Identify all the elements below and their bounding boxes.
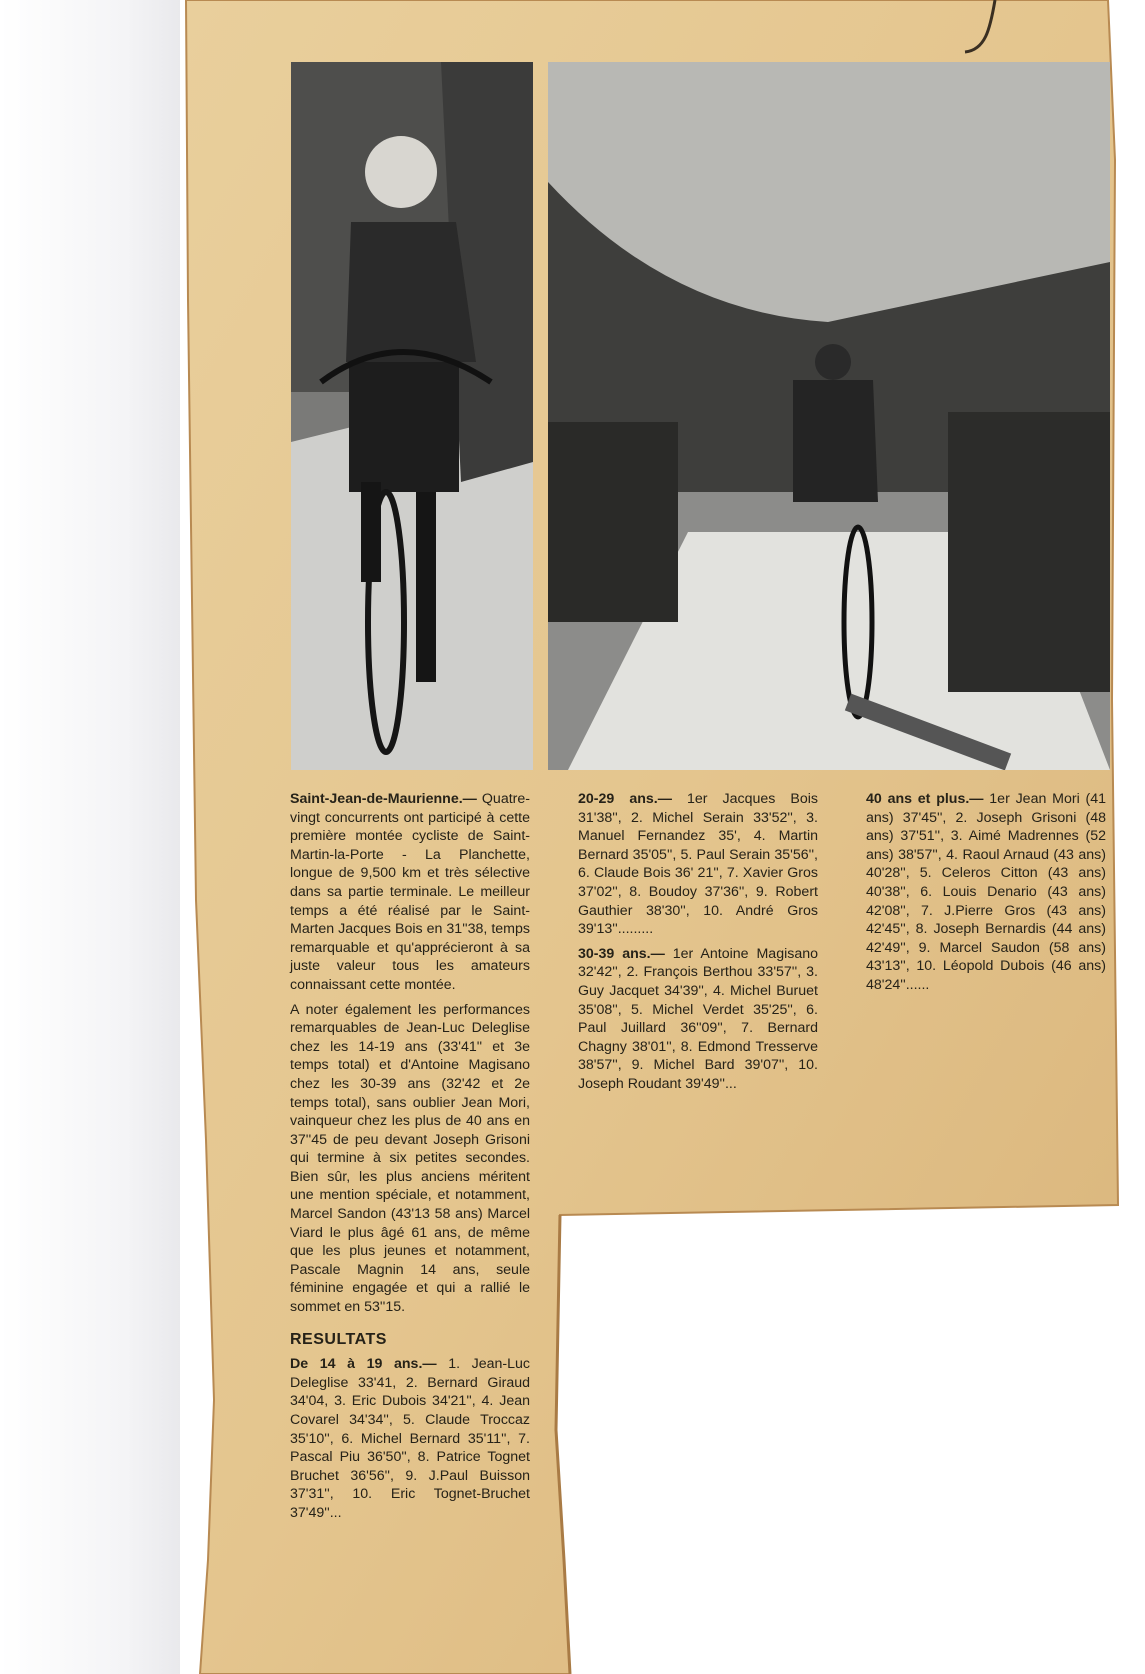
category-40-plus-results: 1er Jean Mori (41 ans) 37'45'', 2. Joseph Grisoni (48 ans) 37'51'', 3. Aimé Madrennes (52 ans) 38'57'', 4. Raoul Arnaud (43 ans) 40'28'', 5. Celeros Citton (43 ans) 40'38'', 6. Louis Denario (43 ans) 42'08'', 7. J.Pierre Gros (43 ans) 42'45'', 8. Joseph Bernardis (44 ans) 42'49'', 9. Marcel Saudon (58 ans) 43'13'', 10. Léopold Dubois (46 ans) 48'24''...... <box>866 791 1107 993</box>
results-heading: RESULTATS <box>290 1330 387 1348</box>
category-20-29-results: 1er Jacques Bois 31'38'', 2. Michel Serain 33'52'', 3. Manuel Fernandez 35', 4. Martin Bernard 35'05'', 5. Paul Serain 35'56'', 6. Claude Bois 36' 21'', 7. Xavier Gros 37'02'', 8. Boudoy 37'36'', 9. Robert Gauthier 38'30'', 10. André Gros 39'13''......... <box>578 791 818 938</box>
cyclist-photo-left <box>291 62 533 770</box>
article-column-3 <box>866 790 1106 1001</box>
category-30-39-label: 30-39 ans.— <box>578 945 665 962</box>
category-40-plus-label: 40 ans et plus.— <box>866 791 984 807</box>
category-30-39-results: 1er Antoine Magisano 32'42'', 2. François Berthou 33'57'', 3. Guy Jacquet 34'39'', 4. Michel Buruet 35'08'', 5. Michel Verdet 35'25'', 6. Paul Juillard 36''09'', 7. Bernard Chagny 38'01'', 8. Edmond Tresserve 38'57'', 9. Michel Bard 39'07'', 10. Joseph Roudant 39'49''... <box>578 945 818 1092</box>
category-14-19-results: 1. Jean-Luc Deleglise 33'41, 2. Bernard Giraud 34'04, 3. Eric Dubois 34'21'', 4. Jean Covarel 34'34'', 5. Claude Troccaz 35'10'', 6. Michel Bernard 35'11'', 7. Pascal Piu 36'50'', 8. Patrice Tognet Bruchet 36'56'', 9. J.Paul Buisson 37'31'', 10. Eric Tognet-Bruchet 37'49''... <box>290 1356 530 1521</box>
cyclist-photo-right <box>548 62 1110 770</box>
article-column-1 <box>290 790 530 1529</box>
article-column-2 <box>578 790 818 1100</box>
intro-paragraph: Quatre-vingt concurrents ont participé à cette première montée cycliste de Saint-Martin-la-Porte - La Planchette, longue de 9,500 km et très sélective dans sa partie terminale. Le meilleur temps a été réalisé par le Saint-Marten Jacques Bois en 31''38, temps remarquable et qu'apprécieront à sa juste valeur tous les amateurs connaissant cette montée. <box>290 791 530 993</box>
second-paragraph: A noter également les performances remarquables de Jean-Luc Deleglise chez les 14-19 ans (33'41'' et 3e temps total) et d'Antoine Magisano chez les 30-39 ans (32'42 et 2e temps total), sans oublier Jean Mori, vainqueur chez les plus de 40 ans en 37''45 de peu devant Joseph Grisoni qui termine à six petites secondes. Bien sûr, les plus anciens méritent une mention spéciale, et notamment, Marcel Sandon (43'13 58 ans) Marcel Viard le plus âgé 61 ans, de même que les plus jeunes et notamment, Pascale Magnin 14 ans, seule féminine engagée et qui a rallié le sommet en 53''15. <box>290 1001 530 1316</box>
category-20-29-label: 20-29 ans.— <box>578 791 672 807</box>
category-14-19-label: De 14 à 19 ans.— <box>290 1356 437 1373</box>
dateline: Saint-Jean-de-Maurienne.— <box>290 791 477 807</box>
